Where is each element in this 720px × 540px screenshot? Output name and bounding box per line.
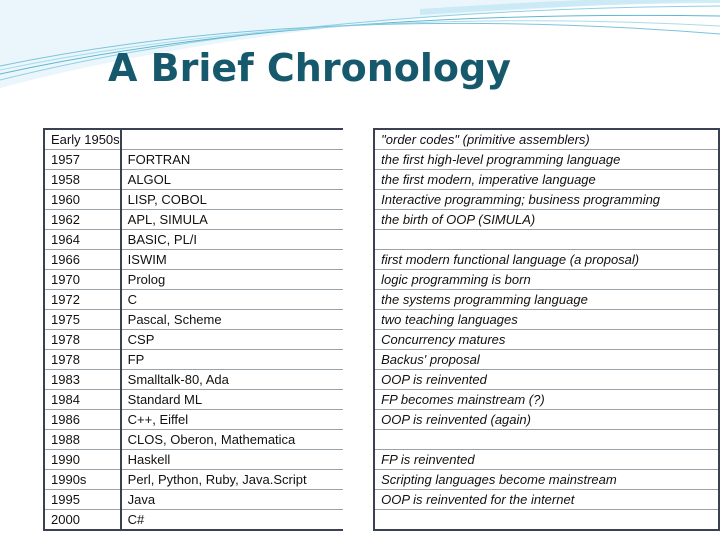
table-row: [44, 390, 719, 410]
language-cell: CSP: [121, 330, 343, 350]
table-row: [44, 490, 719, 510]
chronology-table: [43, 128, 720, 531]
column-gap: [343, 390, 375, 410]
table-row: [44, 450, 719, 470]
column-gap: [343, 350, 375, 370]
note-cell: [374, 510, 719, 531]
language-cell: BASIC, PL/I: [121, 230, 343, 250]
table-row: [44, 470, 719, 490]
note-cell: "order codes" (primitive assemblers): [374, 129, 719, 150]
note-cell: Scripting languages become mainstream: [374, 470, 719, 490]
column-gap: [343, 190, 375, 210]
year-cell: 1990s: [44, 470, 121, 490]
language-cell: Smalltalk-80, Ada: [121, 370, 343, 390]
language-cell: [121, 129, 343, 150]
column-gap: [343, 170, 375, 190]
page-title: A Brief Chronology: [108, 46, 511, 90]
year-cell: 1970: [44, 270, 121, 290]
column-gap: [343, 490, 375, 510]
language-cell: Prolog: [121, 270, 343, 290]
table-row: [44, 310, 719, 330]
note-cell: the first high-level programming language: [374, 150, 719, 170]
language-cell: ISWIM: [121, 250, 343, 270]
note-cell: OOP is reinvented for the internet: [374, 490, 719, 510]
note-cell: OOP is reinvented: [374, 370, 719, 390]
year-cell: 1995: [44, 490, 121, 510]
table-row: [44, 210, 719, 230]
year-cell: 1960: [44, 190, 121, 210]
language-cell: Java: [121, 490, 343, 510]
language-cell: APL, SIMULA: [121, 210, 343, 230]
language-cell: C: [121, 290, 343, 310]
column-gap: [343, 510, 375, 531]
table-row: [44, 350, 719, 370]
year-cell: 1964: [44, 230, 121, 250]
table-row: [44, 230, 719, 250]
year-cell: 1978: [44, 350, 121, 370]
year-cell: 1958: [44, 170, 121, 190]
column-gap: [343, 150, 375, 170]
year-cell: Early 1950s: [44, 129, 121, 150]
language-cell: LISP, COBOL: [121, 190, 343, 210]
table-row: [44, 190, 719, 210]
year-cell: 1975: [44, 310, 121, 330]
note-cell: logic programming is born: [374, 270, 719, 290]
note-cell: the first modern, imperative language: [374, 170, 719, 190]
column-gap: [343, 470, 375, 490]
language-cell: C++, Eiffel: [121, 410, 343, 430]
year-cell: 1966: [44, 250, 121, 270]
note-cell: first modern functional language (a proposal): [374, 250, 719, 270]
note-cell: Concurrency matures: [374, 330, 719, 350]
note-cell: [374, 230, 719, 250]
language-cell: C#: [121, 510, 343, 531]
language-cell: Pascal, Scheme: [121, 310, 343, 330]
language-cell: Standard ML: [121, 390, 343, 410]
note-cell: two teaching languages: [374, 310, 719, 330]
column-gap: [343, 250, 375, 270]
column-gap: [343, 230, 375, 250]
language-cell: Perl, Python, Ruby, Java.Script: [121, 470, 343, 490]
note-cell: FP becomes mainstream (?): [374, 390, 719, 410]
table-row: [44, 129, 719, 150]
table-row: [44, 430, 719, 450]
column-gap: [343, 410, 375, 430]
column-gap: [343, 430, 375, 450]
language-cell: FORTRAN: [121, 150, 343, 170]
column-gap: [343, 450, 375, 470]
column-gap: [343, 210, 375, 230]
table-row: [44, 250, 719, 270]
table-row: [44, 370, 719, 390]
language-cell: FP: [121, 350, 343, 370]
table-row: [44, 270, 719, 290]
note-cell: [374, 430, 719, 450]
table-row: [44, 170, 719, 190]
year-cell: 1984: [44, 390, 121, 410]
column-gap: [343, 330, 375, 350]
year-cell: 1962: [44, 210, 121, 230]
year-cell: 1972: [44, 290, 121, 310]
note-cell: FP is reinvented: [374, 450, 719, 470]
language-cell: Haskell: [121, 450, 343, 470]
column-gap: [343, 129, 375, 150]
table-row: [44, 330, 719, 350]
year-cell: 1986: [44, 410, 121, 430]
note-cell: Interactive programming; business programming: [374, 190, 719, 210]
note-cell: OOP is reinvented (again): [374, 410, 719, 430]
column-gap: [343, 270, 375, 290]
note-cell: Backus' proposal: [374, 350, 719, 370]
language-cell: ALGOL: [121, 170, 343, 190]
language-cell: CLOS, Oberon, Mathematica: [121, 430, 343, 450]
column-gap: [343, 290, 375, 310]
column-gap: [343, 310, 375, 330]
table-row: [44, 510, 719, 531]
year-cell: 1983: [44, 370, 121, 390]
table-row: [44, 410, 719, 430]
year-cell: 1957: [44, 150, 121, 170]
table-row: [44, 290, 719, 310]
year-cell: 1988: [44, 430, 121, 450]
note-cell: the systems programming language: [374, 290, 719, 310]
table-row: [44, 150, 719, 170]
chronology-table-body: [44, 129, 719, 530]
note-cell: the birth of OOP (SIMULA): [374, 210, 719, 230]
column-gap: [343, 370, 375, 390]
year-cell: 1990: [44, 450, 121, 470]
year-cell: 1978: [44, 330, 121, 350]
year-cell: 2000: [44, 510, 121, 531]
